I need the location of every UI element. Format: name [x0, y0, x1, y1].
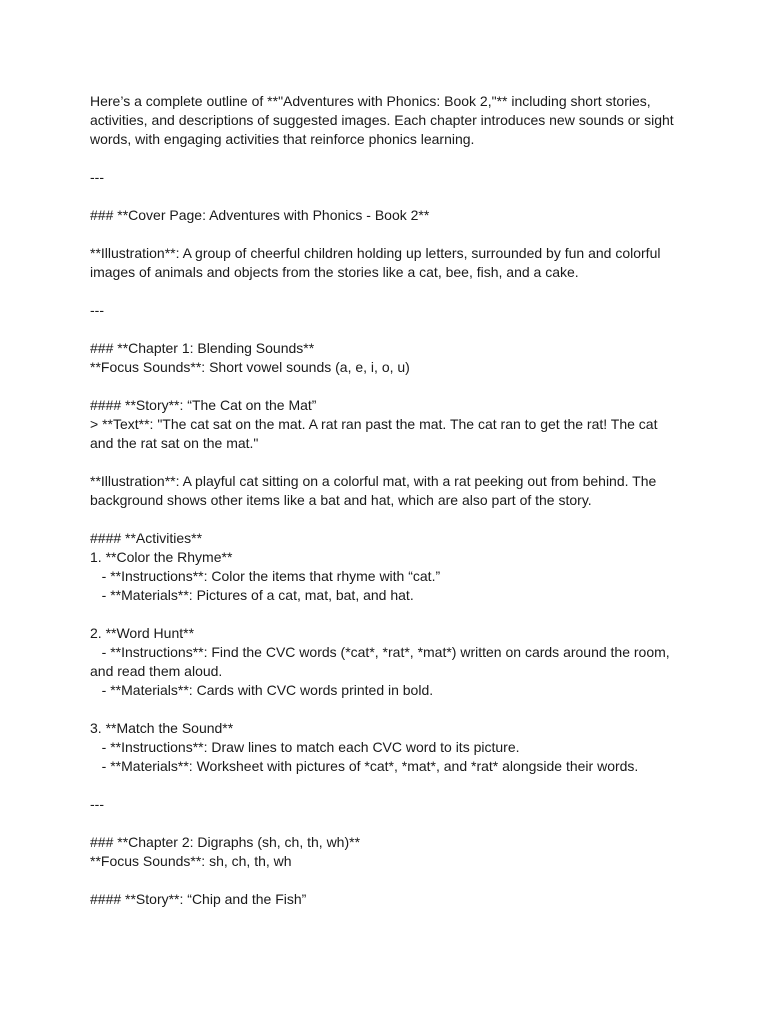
activity3-materials: - **Materials**: Worksheet with pictures of *cat*, *mat*, and *rat* alongside their words. [90, 758, 639, 774]
divider: --- [90, 796, 104, 812]
chapter1-illustration: **Illustration**: A playful cat sitting on a colorful mat, with a rat peeking out from behind. The background shows other items like a bat and hat, which are also part of the story. [90, 473, 661, 508]
activity1-materials: - **Materials**: Pictures of a cat, mat, bat, and hat. [90, 587, 414, 603]
chapter1-activities-heading: #### **Activities** [90, 530, 203, 546]
activity2-title: 2. **Word Hunt** [90, 625, 195, 641]
chapter1-heading: ### **Chapter 1: Blending Sounds** [90, 340, 315, 356]
cover-heading: ### **Cover Page: Adventures with Phonics - Book 2** [90, 207, 430, 223]
chapter1-story-heading: #### **Story**: “The Cat on the Mat” [90, 397, 317, 413]
chapter2-story-heading: #### **Story**: “Chip and the Fish” [90, 891, 307, 907]
activity1-instructions: - **Instructions**: Color the items that rhyme with “cat.” [90, 568, 441, 584]
activity1-title: 1. **Color the Rhyme** [90, 549, 233, 565]
divider: --- [90, 169, 104, 185]
chapter1-focus: **Focus Sounds**: Short vowel sounds (a, e, i, o, u) [90, 359, 410, 375]
chapter2-focus: **Focus Sounds**: sh, ch, th, wh [90, 853, 292, 869]
activity3-instructions: - **Instructions**: Draw lines to match each CVC word to its picture. [90, 739, 520, 755]
cover-illustration: **Illustration**: A group of cheerful children holding up letters, surrounded by fun and colorful images of animals and objects from the stories like a cat, bee, fish, and a cake. [90, 245, 665, 280]
intro-paragraph: Here’s a complete outline of **"Adventures with Phonics: Book 2,"** including short stories, activities, and descriptions of suggested images. Each chapter introduces new sounds or sight words, with engaging activities that reinforce phonics learning. [90, 93, 678, 147]
chapter2-heading: ### **Chapter 2: Digraphs (sh, ch, th, wh)** [90, 834, 361, 850]
activity2-instructions: - **Instructions**: Find the CVC words (*cat*, *rat*, *mat*) written on cards around the room, and read them aloud. [90, 644, 674, 679]
divider: --- [90, 302, 104, 318]
chapter1-story-text: > **Text**: "The cat sat on the mat. A rat ran past the mat. The cat ran to get the rat! The cat and the rat sat on the mat." [90, 416, 662, 451]
activity2-materials: - **Materials**: Cards with CVC words printed in bold. [90, 682, 434, 698]
activity3-title: 3. **Match the Sound** [90, 720, 234, 736]
